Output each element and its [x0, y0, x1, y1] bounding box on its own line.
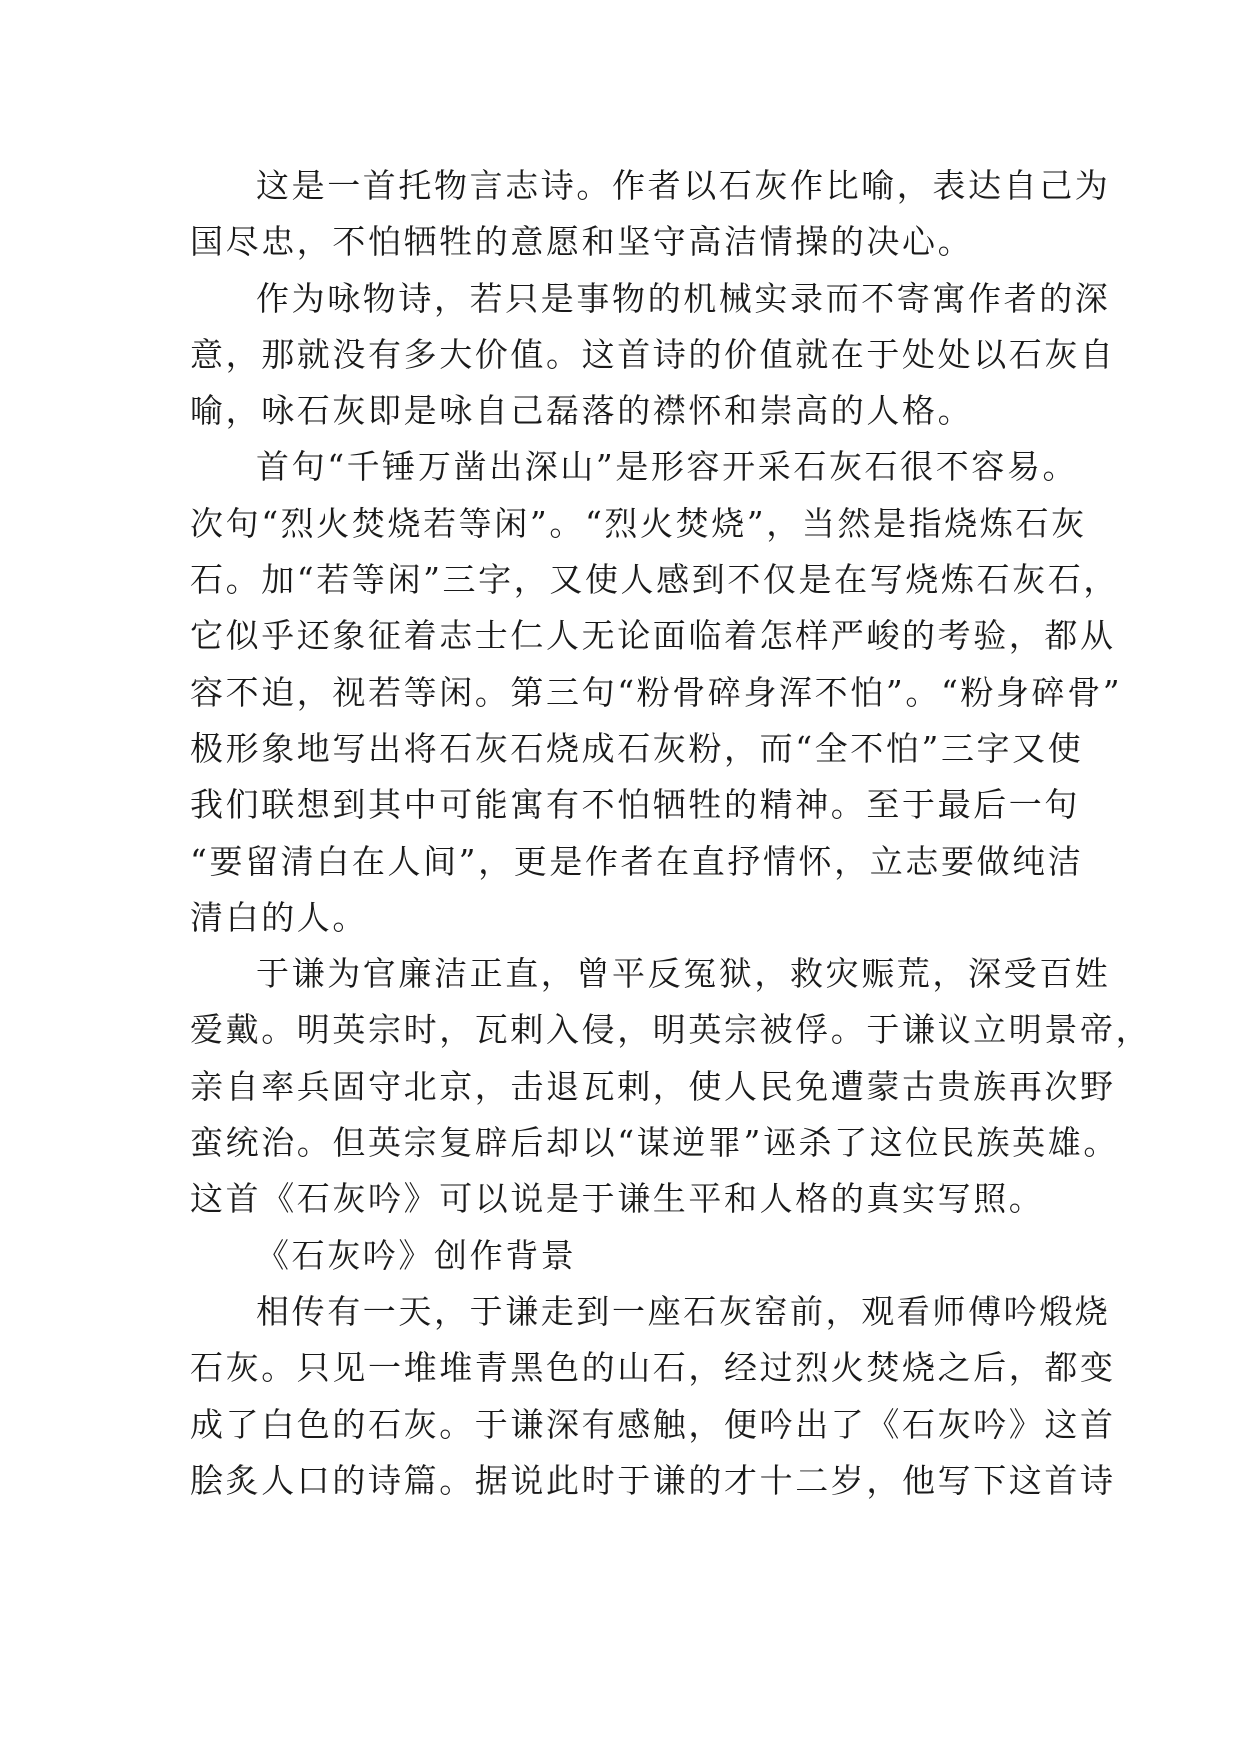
text-line: “要留清白在人间”，更是作者在直抒情怀，立志要做纯洁 — [190, 841, 1084, 881]
text-line: 作为咏物诗，若只是事物的机械实录而不寄寓作者的深 — [256, 278, 1111, 318]
text-line: 蛮统治。但英宗复辟后却以“谋逆罪”诬杀了这位民族英雄。 — [190, 1123, 1119, 1163]
text-line: 脍炙人口的诗篇。据说此时于谦的才十二岁，他写下这首诗 — [190, 1460, 1116, 1500]
body-text — [190, 158, 1152, 1509]
text-line: 极形象地写出将石灰石烧成石灰粉，而“全不怕”三字又使 — [190, 728, 1084, 768]
text-line: 石灰。只见一堆堆青黑色的山石，经过烈火焚烧之后，都变 — [190, 1348, 1116, 1388]
section-heading: 《石灰吟》创作背景 — [256, 1235, 577, 1275]
text-line: 我们联想到其中可能寓有不怕牺牲的精神。至于最后一句 — [190, 785, 1080, 825]
text-line: 相传有一天，于谦走到一座石灰窑前，观看师傅吟煅烧 — [256, 1291, 1111, 1331]
text-line: 这是一首托物言志诗。作者以石灰作比喻，表达自己为 — [256, 166, 1111, 205]
text-line: 石。加“若等闲”三字，又使人感到不仅是在写烧炼石灰石， — [190, 560, 1119, 600]
text-line: 国尽忠，不怕牺牲的意愿和坚守高洁情操的决心。 — [190, 222, 974, 262]
text-line: 意，那就没有多大价值。这首诗的价值就在于处处以石灰自 — [190, 334, 1116, 374]
text-line: 首句“千锤万凿出深山”是形容开采石灰石很不容易。 — [256, 447, 1079, 487]
text-line: 次句“烈火焚烧若等闲”。“烈火焚烧”，当然是指烧炼石灰 — [190, 503, 1087, 543]
text-line: 成了白色的石灰。于谦深有感触，便吟出了《石灰吟》这首 — [190, 1404, 1116, 1444]
text-line: 爱戴。明英宗时，瓦剌入侵，明英宗被俘。于谦议立明景帝， — [190, 1010, 1152, 1050]
text-line: 容不迫，视若等闲。第三句“粉骨碎身浑不怕”。“粉身碎骨” — [190, 672, 1123, 712]
text-line: 这首《石灰吟》可以说是于谦生平和人格的真实写照。 — [190, 1179, 1045, 1219]
text-line: 亲自率兵固守北京，击退瓦剌，使人民免遭蒙古贵族再次野 — [190, 1066, 1116, 1106]
text-line: 清白的人。 — [190, 897, 368, 937]
text-line: 它似乎还象征着志士仁人无论面临着怎样严峻的考验，都从 — [190, 616, 1116, 656]
text-line: 喻，咏石灰即是咏自己磊落的襟怀和崇高的人格。 — [190, 391, 974, 431]
text-line: 于谦为官廉洁正直，曾平反冤狱，救灾赈荒，深受百姓 — [256, 954, 1111, 994]
